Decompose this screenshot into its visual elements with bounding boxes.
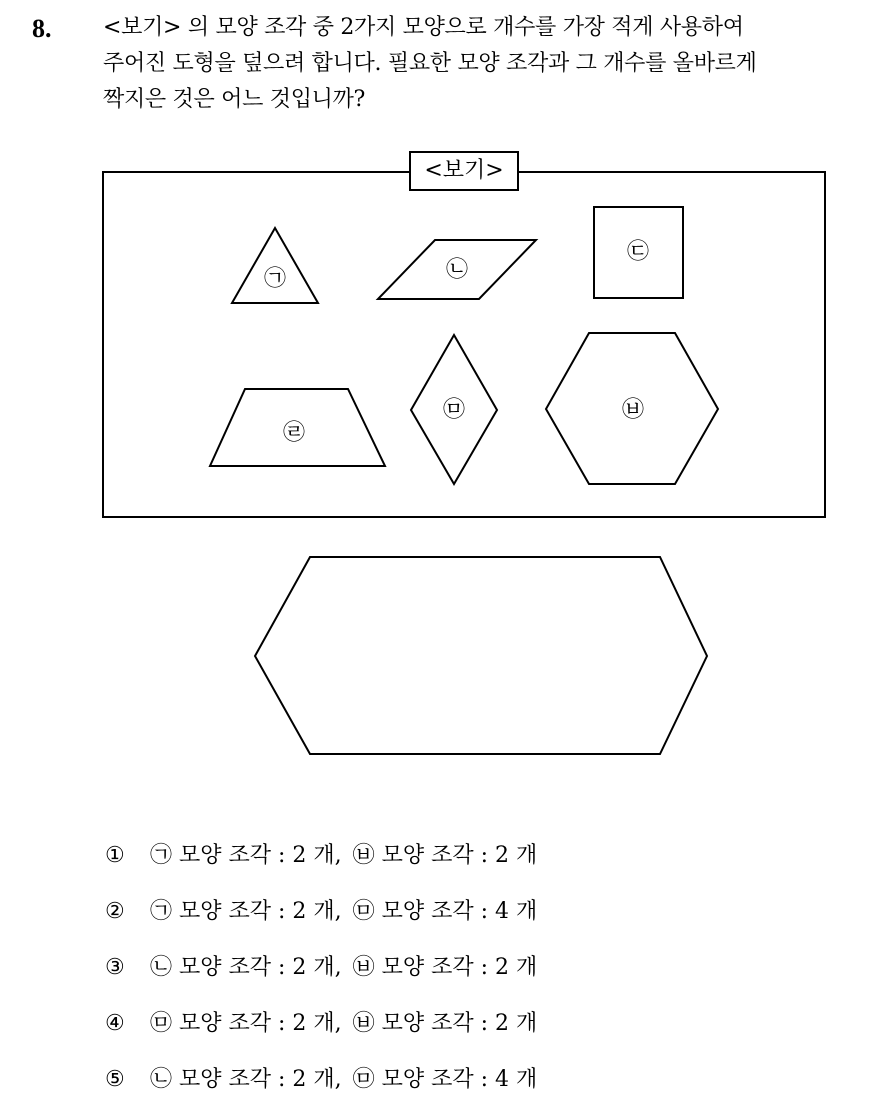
shape-label: ㉥	[621, 397, 645, 423]
shape-label: ㉢	[626, 239, 650, 265]
choice-number: ③	[105, 955, 125, 980]
choice-number: ⑤	[105, 1067, 125, 1092]
question-line: 짝지은 것은 어느 것입니까?	[103, 87, 366, 112]
choice-second-part: ㉥ 모양 조각 : 2 개	[352, 955, 538, 980]
shape-label: ㉣	[282, 420, 306, 446]
target-hexagon-shape	[255, 557, 707, 754]
shape-label: ㉤	[442, 397, 466, 423]
choice-second-part: ㉥ 모양 조각 : 2 개	[352, 843, 538, 868]
shape-label: ㉠	[263, 266, 287, 292]
choice-first-part: ㉡ 모양 조각 : 2 개,	[150, 955, 342, 980]
choice-4[interactable]	[105, 1003, 537, 1059]
example-box-title: <보기>	[409, 151, 519, 191]
choice-number: ①	[105, 843, 125, 868]
choice-first-part: ㉠ 모양 조각 : 2 개,	[150, 899, 342, 924]
choice-second-part: ㉥ 모양 조각 : 2 개	[352, 1011, 538, 1036]
choice-first-part: ㉡ 모양 조각 : 2 개,	[150, 1067, 342, 1092]
choice-number: ④	[105, 1011, 125, 1036]
choice-5[interactable]	[105, 1059, 537, 1115]
choice-first-part: ㉠ 모양 조각 : 2 개,	[150, 843, 342, 868]
choice-2[interactable]	[105, 891, 537, 947]
question-line: <보기> 의 모양 조각 중 2가지 모양으로 개수를 가장 적게 사용하여	[103, 15, 744, 40]
choice-1[interactable]	[105, 835, 537, 891]
question-line: 주어진 도형을 덮으려 합니다. 필요한 모양 조각과 그 개수를 올바르게	[103, 51, 757, 76]
choice-number: ②	[105, 899, 125, 924]
choice-3[interactable]	[105, 947, 537, 1003]
shape-triangle	[232, 228, 318, 303]
choice-second-part: ㉤ 모양 조각 : 4 개	[352, 899, 538, 924]
question-number: 8.	[32, 14, 52, 43]
answer-choices	[105, 835, 537, 1115]
choice-first-part: ㉤ 모양 조각 : 2 개,	[150, 1011, 342, 1036]
choice-second-part: ㉤ 모양 조각 : 4 개	[352, 1067, 538, 1092]
shape-label: ㉡	[445, 257, 469, 283]
